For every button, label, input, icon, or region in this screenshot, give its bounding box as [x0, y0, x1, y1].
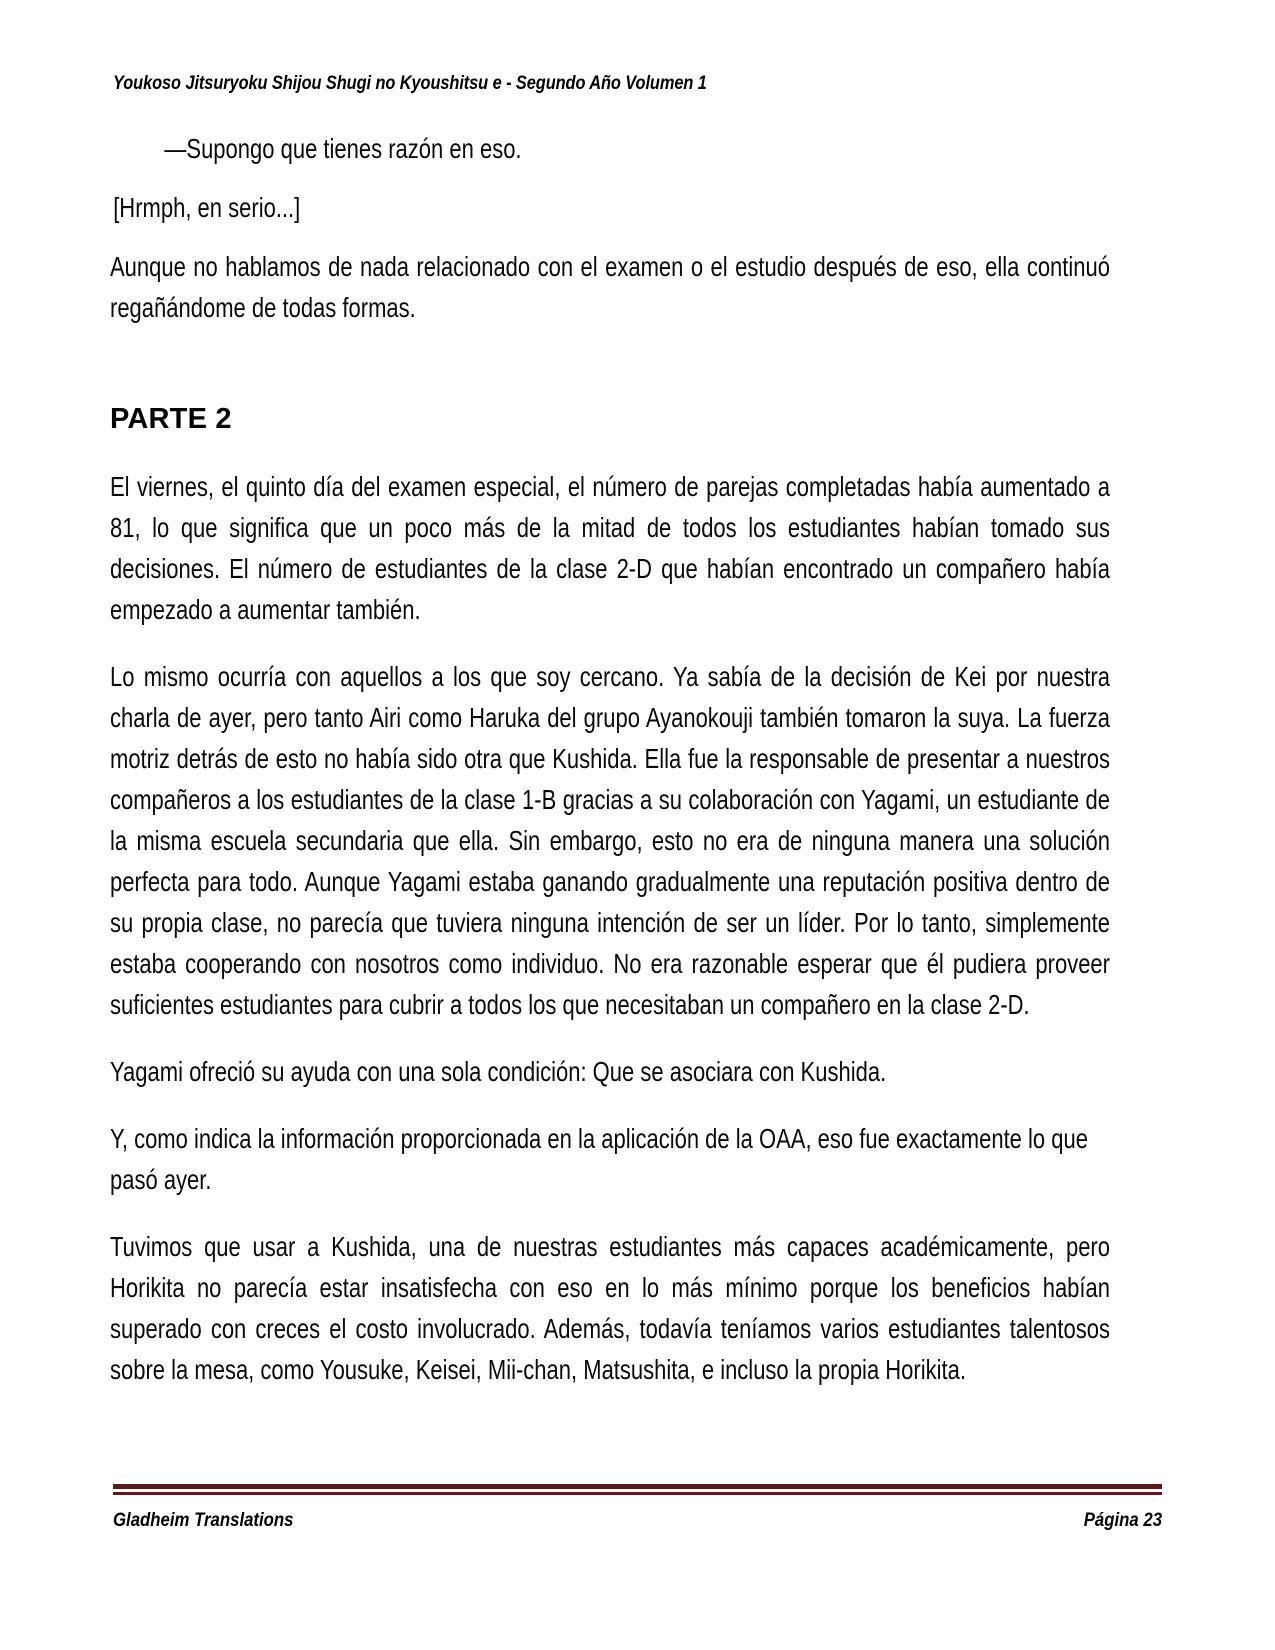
footer-translator: Gladheim Translations [113, 1509, 294, 1531]
part-heading: PARTE 2 [110, 403, 232, 435]
running-header [113, 72, 1162, 98]
paragraph-dialogue-2: [Hrmph, en serio...] [113, 192, 301, 223]
footer-row [113, 1509, 1162, 1532]
paragraph-part-3: Yagami ofreció su ayuda con una sola condición: Que se asociara con Kushida. [110, 1056, 887, 1087]
document-body [110, 128, 1110, 1416]
header-title: Youkoso Jitsuryoku Shijou Shugi no Kyoushitsu e - Segundo Año Volumen 1 [113, 72, 707, 94]
paragraph-part-4: Y, como indica la información proporcionada en la aplicación de la OAA, eso fue exactamente lo que pasó ayer. [110, 1123, 1088, 1195]
paragraph-part-2: Lo mismo ocurría con aquellos a los que soy cercano. Ya sabía de la decisión de Kei por nuestra charla de ayer, pero tanto Airi como Haruka del grupo Ayanokouji también tomaron la suya. La fuerza motriz detrás de esto no había sido otra que Kushida. Ella fue la responsable de presentar a nuestros compañeros a los estudiantes de la clase 1-B gracias a su colaboración con Yagami, un estudiante de la misma escuela secundaria que ella. Sin embargo, esto no era de ninguna manera una solución perfecta para todo. Aunque Yagami estaba ganando gradualmente una reputación positiva dentro de su propia clase, no parecía que tuviera ninguna intención de ser un líder. Por lo tanto, simplemente estaba cooperando con nosotros como individuo. No era razonable esperar que él pudiera proveer suficientes estudiantes para cubrir a todos los que necesitaban un compañero en la clase 2-D. [110, 661, 1110, 1020]
footer-page-number: Página 23 [1083, 1509, 1162, 1531]
running-footer [113, 1484, 1162, 1532]
footer-rule-thin [113, 1492, 1162, 1495]
paragraph-intro: Aunque no hablamos de nada relacionado con el examen o el estudio después de eso, ella continuó regañándome de todas formas. [110, 251, 1110, 323]
paragraph-dialogue-1: —Supongo que tienes razón en eso. [164, 133, 522, 164]
paragraph-part-5: Tuvimos que usar a Kushida, una de nuestras estudiantes más capaces académicamente, pero Horikita no parecía estar insatisfecha con eso en lo más mínimo porque los beneficios habían superado con creces el costo involucrado. Además, todavía teníamos varios estudiantes talentosos sobre la mesa, como Yousuke, Keisei, Mii-chan, Matsushita, e incluso la propia Horikita. [110, 1231, 1110, 1385]
paragraph-part-1: El viernes, el quinto día del examen especial, el número de parejas completadas había aumentado a 81, lo que significa que un poco más de la mitad de todos los estudiantes habían tomado sus decisiones. El número de estudiantes de la clase 2-D que habían encontrado un compañero había empezado a aumentar también. [110, 471, 1110, 625]
